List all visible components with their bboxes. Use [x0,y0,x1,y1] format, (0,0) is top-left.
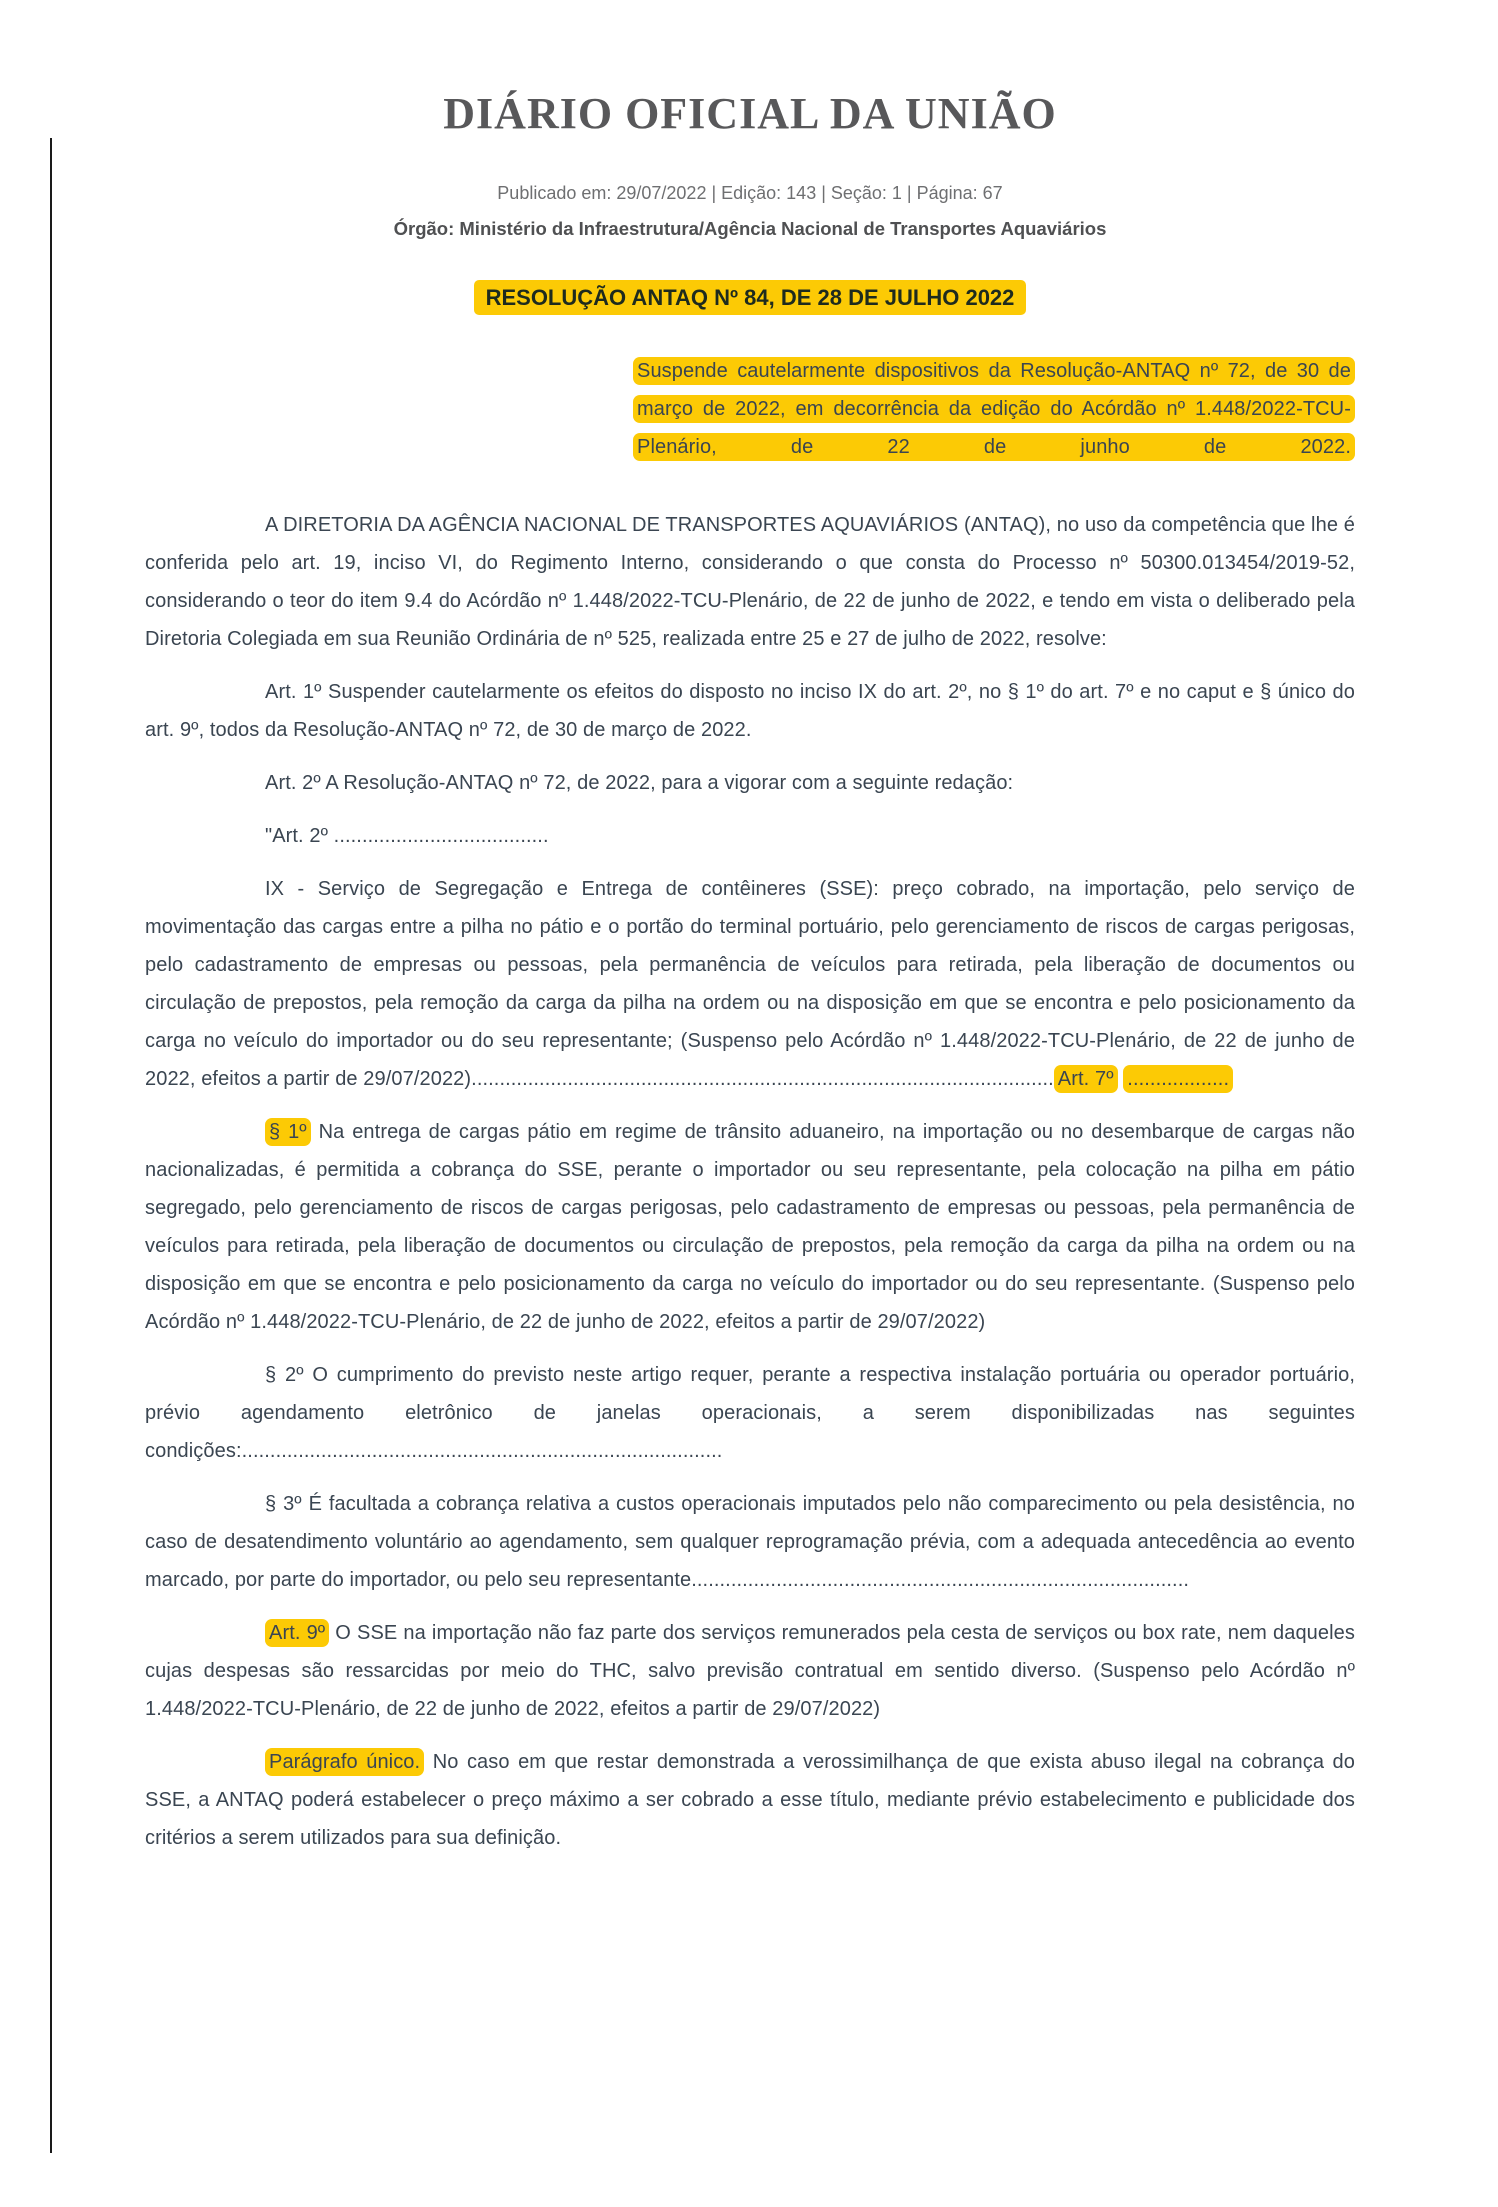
suppressed-dots-highlight: .................. [1123,1065,1233,1093]
resolution-title-highlight: RESOLUÇÃO ANTAQ Nº 84, DE 28 DE JULHO 2022 [474,280,1027,315]
art-9-highlight: Art. 9º [265,1619,329,1647]
publication-info-line: Publicado em: 29/07/2022 | Edição: 143 | Seção: 1 | Página: 67 [497,183,1003,203]
paragraph-inciso-ix [145,870,1355,1098]
dot-leader: ..................................................................................... [241,1440,723,1462]
document-body [145,506,1355,1857]
masthead-title: DIÁRIO OFICIAL DA UNIÃO [443,89,1057,138]
par-1-highlight: § 1º [265,1118,311,1146]
paragraph-art-9 [145,1614,1355,1728]
document-content [145,88,1355,1857]
paragraph-text: A DIRETORIA DA AGÊNCIA NACIONAL DE TRANSPORTES AQUAVIÁRIOS (ANTAQ), no uso da competência que lhe é conferida pelo art. 19, inciso VI, do Regimento Interno, considerando o que consta do Processo nº 50300.013454/2019-52, considerando o teor do item 9.4 do Acórdão nº 1.448/2022-TCU-Plenário, de 22 de junho de 2022, e tendo em vista o deliberado pela Diretoria Colegiada em sua Reunião Ordinária de nº 525, realizada entre 25 e 27 de julho de 2022, resolve: [145,514,1355,650]
paragraph-par-1 [145,1113,1355,1341]
paragraph-par-3 [145,1485,1355,1599]
paragraph-text: Art. 1º Suspender cautelarmente os efeitos do disposto no inciso IX do art. 2º, no § 1º do art. 7º e no caput e § único do art. 9º, todos da Resolução-ANTAQ nº 72, de 30 de março de 2022. [145,681,1355,741]
paragraph-text: Art. 2º A Resolução-ANTAQ nº 72, de 2022, para a vigorar com a seguinte redação: [265,772,1014,794]
paragraph-art-2-quote [145,817,1355,855]
paragraph-paragrafo-unico [145,1743,1355,1857]
art-7-highlight: Art. 7º [1054,1065,1118,1093]
paragraph-art-1 [145,673,1355,749]
paragraph-text: "Art. 2º [265,825,334,847]
paragraph-preamble [145,506,1355,658]
paragraph-art-2 [145,764,1355,802]
paragrafo-unico-highlight: Parágrafo único. [265,1748,424,1776]
paragraph-text: § 3º É facultada a cobrança relativa a custos operacionais imputados pelo não comparecimento ou pela desistência, no caso de desatendimento voluntário ao agendamento, sem qualquer reprogramação prévia, com a adequada antecedência ao evento marcado, por parte do importador, ou pelo seu representante [145,1493,1355,1591]
paragraph-text: Na entrega de cargas pátio em regime de trânsito aduaneiro, na importação ou no desembarque de cargas não nacionalizadas, é permitida a cobrança do SSE, perante o importador ou seu representante, pela colocação na pilha em pátio segregado, pelo gerenciamento de riscos de cargas perigosas, pelo cadastramento de empresas ou pessoas, pela permanência de veículos para retirada, pela liberação de documentos ou circulação de prepostos, pela remoção da carga da pilha na ordem ou na disposição em que se encontra e pelo posicionamento da carga no veículo do importador ou do seu representante. (Suspenso pelo Acórdão nº 1.448/2022-TCU-Plenário, de 22 de junho de 2022, efeitos a partir de 29/07/2022) [145,1121,1355,1333]
dot-leader: ...................................... [333,825,549,847]
gazette-page [0,88,1498,2207]
paragraph-text: § 2º O cumprimento do previsto neste artigo requer, perante a respectiva instalação portuária ou operador portuário, prévio agendamento eletrônico de janelas operacionais, a serem disponibilizadas nas seguintes condições: [145,1364,1355,1462]
ementa-highlight: Suspende cautelarmente dispositivos da Resolução-ANTAQ nº 72, de 30 de março de 2022, em decorrência da edição do Acórdão nº 1.448/2022-TCU-Plenário, de 22 de junho de 2022. [633,357,1355,461]
organ-line: Órgão: Ministério da Infraestrutura/Agência Nacional de Transportes Aquaviários [393,218,1107,239]
paragraph-par-2 [145,1356,1355,1470]
paragraph-text: No caso em que restar demonstrada a verossimilhança de que exista abuso ilegal na cobrança do SSE, a ANTAQ poderá estabelecer o preço máximo a ser cobrado a esse título, mediante prévio estabelecimento e publicidade dos critérios a serem utilizados para sua definição. [145,1751,1356,1849]
resolution-title [145,284,1355,312]
dot-leader: ........................................................................................ [691,1569,1190,1591]
dot-leader: ....................................................................................................... [471,1068,1054,1090]
left-border-line [50,138,52,2153]
paragraph-text: O SSE na importação não faz parte dos serviços remunerados pela cesta de serviços ou box rate, nem daqueles cujas despesas são ressarcidas por meio do THC, salvo previsão contratual em sentido diverso. (Suspenso pelo Acórdão nº 1.448/2022-TCU-Plenário, de 22 de junho de 2022, efeitos a partir de 29/07/2022) [145,1622,1355,1720]
ementa-block [633,352,1355,466]
paragraph-text: IX - Serviço de Segregação e Entrega de contêineres (SSE): preço cobrado, na importação, pelo serviço de movimentação das cargas entre a pilha no pátio e o portão do terminal portuário, pelo gerenciamento de riscos de cargas perigosas, pelo cadastramento de empresas ou pessoas, pela permanência de veículos para retirada, pela liberação de documentos ou circulação de prepostos, pela remoção da carga da pilha na ordem ou na disposição em que se encontra e pelo posicionamento da carga no veículo do importador ou do seu representante; (Suspenso pelo Acórdão nº 1.448/2022-TCU-Plenário, de 22 de junho de 2022, efeitos a partir de 29/07/2022) [145,878,1355,1090]
